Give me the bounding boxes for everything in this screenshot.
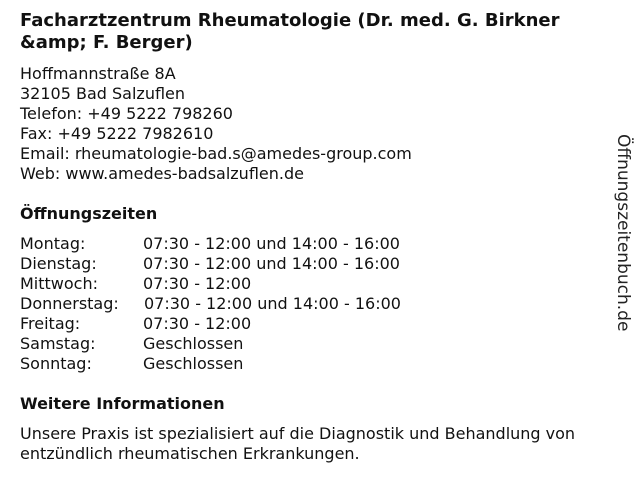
- watermark-text: Öffnungszeitenbuch.de: [613, 134, 633, 332]
- hours-time: Geschlossen: [143, 334, 244, 353]
- contact-city: 32105 Bad Salzuflen: [20, 84, 186, 103]
- contact-phone: Telefon: +49 5222 798260: [20, 104, 233, 123]
- page-title: Facharztzentrum Rheumatologie (Dr. med. G. Birkner &amp; F. Berger): [20, 10, 560, 53]
- hours-time: 07:30 - 12:00: [143, 314, 252, 333]
- contact-email: Email: rheumatologie-bad.s@amedes-group.com: [20, 144, 412, 163]
- hours-day: Montag:: [20, 234, 86, 253]
- contact-website: Web: www.amedes-badsalzuflen.de: [20, 164, 304, 183]
- hours-day: Sonntag:: [20, 354, 92, 373]
- hours-day: Freitag:: [20, 314, 81, 333]
- hours-time: Geschlossen: [143, 354, 244, 373]
- contact-fax: Fax: +49 5222 7982610: [20, 124, 214, 143]
- hours-time: 07:30 - 12:00 und 14:00 - 16:00: [143, 234, 400, 253]
- hours-time: 07:30 - 12:00: [143, 274, 252, 293]
- contact-street: Hoffmannstraße 8A: [20, 64, 176, 83]
- opening-hours-heading: Öffnungszeiten: [20, 204, 158, 223]
- hours-day: Samstag:: [20, 334, 96, 353]
- more-info-heading: Weitere Informationen: [20, 394, 225, 413]
- watermark: [612, 134, 636, 366]
- hours-day: Dienstag:: [20, 254, 97, 273]
- contact-block: [20, 64, 412, 184]
- hours-time: 07:30 - 12:00 und 14:00 - 16:00: [144, 294, 401, 313]
- hours-day: Donnerstag:: [20, 294, 119, 313]
- more-info-text: Unsere Praxis ist spezialisiert auf die Diagnostik und Behandlung von entzündlich rheumatischen Erkrankungen.: [20, 424, 576, 463]
- hours-day: Mittwoch:: [20, 274, 98, 293]
- hours-time: 07:30 - 12:00 und 14:00 - 16:00: [143, 254, 400, 273]
